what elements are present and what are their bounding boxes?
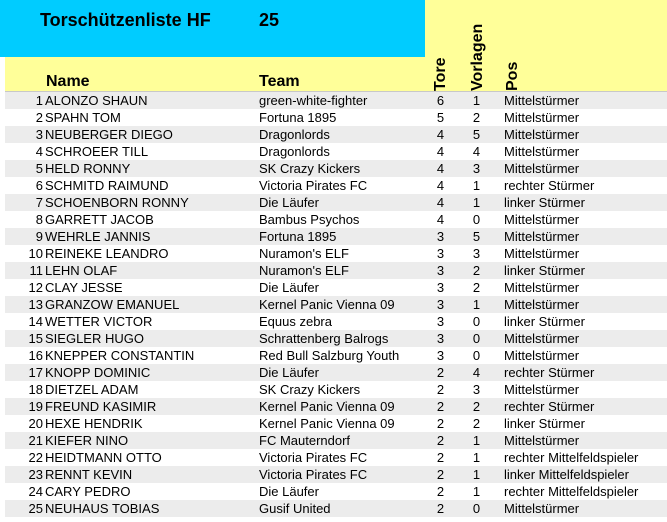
row-pos: linker Stürmer [504,314,585,329]
row-tore: 2 [436,365,445,380]
page-title: Torschützenliste HF [40,10,211,30]
row-pos: linker Stürmer [504,416,585,431]
row-name: REINEKE LEANDRO [45,246,169,261]
row-pos: Mittelstürmer [504,348,580,363]
row-tore: 3 [436,331,445,346]
scorer-table [5,92,667,517]
column-header-team: Team [259,73,300,90]
row-team: green-white-fighter [259,93,368,108]
row-tore: 4 [436,212,445,227]
table-row [5,211,667,228]
table-row [5,92,667,109]
row-name: NEUBERGER DIEGO [45,127,173,142]
row-team: Gusif United [259,501,331,516]
row-rank: 16 [28,348,43,363]
row-name: LEHN OLAF [45,263,118,278]
row-team: Victoria Pirates FC [259,450,368,465]
row-rank: 7 [35,195,43,210]
row-rank: 18 [28,382,43,397]
row-name: GARRETT JACOB [45,212,154,227]
row-pos: rechter Mittelfeldspieler [504,484,639,499]
row-pos: Mittelstürmer [504,110,580,125]
row-tore: 3 [436,348,445,363]
row-rank: 8 [35,212,43,227]
row-vorlagen: 1 [472,467,481,482]
row-tore: 4 [436,195,445,210]
table-row [5,109,667,126]
table-row [5,143,667,160]
row-vorlagen: 2 [472,110,481,125]
row-vorlagen: 1 [472,450,481,465]
row-pos: Mittelstürmer [504,246,580,261]
row-team: Dragonlords [259,144,330,159]
row-team: Kernel Panic Vienna 09 [259,416,395,431]
row-rank: 12 [28,280,43,295]
row-rank: 2 [35,110,43,125]
row-team: Die Läufer [259,280,319,295]
table-row [5,330,667,347]
row-rank: 11 [29,263,43,278]
column-header-bar [5,57,667,92]
row-name: SCHMITD RAIMUND [45,178,169,193]
row-vorlagen: 3 [472,382,481,397]
row-tore: 2 [436,382,445,397]
row-name: KIEFER NINO [45,433,129,448]
row-pos: Mittelstürmer [504,212,580,227]
row-tore: 4 [436,161,445,176]
row-pos: Mittelstürmer [504,229,580,244]
row-pos: linker Mittelfeldspieler [504,467,629,482]
row-team: Victoria Pirates FC [259,178,368,193]
row-rank: 15 [28,331,43,346]
row-name: DIETZEL ADAM [45,382,139,397]
row-vorlagen: 1 [472,297,481,312]
row-pos: rechter Stürmer [504,178,595,193]
table-row [5,160,667,177]
header-yellow-block [425,0,667,57]
row-vorlagen: 0 [472,212,481,227]
row-vorlagen: 0 [472,331,481,346]
row-vorlagen: 4 [472,144,481,159]
row-team: Die Läufer [259,365,319,380]
row-tore: 2 [436,484,445,499]
row-name: SPAHN TOM [45,110,121,125]
table-row [5,364,667,381]
row-tore: 3 [436,314,445,329]
row-rank: 10 [28,246,43,261]
row-tore: 4 [436,144,445,159]
row-pos: linker Stürmer [504,195,585,210]
row-pos: rechter Stürmer [504,399,595,414]
row-tore: 3 [436,246,445,261]
row-team: Fortuna 1895 [259,229,337,244]
table-row [5,483,667,500]
row-name: FREUND KASIMIR [45,399,157,414]
table-row [5,347,667,364]
row-vorlagen: 3 [472,161,481,176]
row-vorlagen: 1 [472,433,481,448]
table-row [5,177,667,194]
row-tore: 2 [436,450,445,465]
row-team: Bambus Psychos [259,212,360,227]
row-rank: 25 [28,501,43,516]
row-vorlagen: 0 [472,348,481,363]
table-row [5,500,667,517]
table-row [5,398,667,415]
table-row [5,296,667,313]
row-team: Schrattenberg Balrogs [259,331,389,346]
row-vorlagen: 5 [472,229,481,244]
table-row [5,415,667,432]
row-rank: 24 [28,484,43,499]
row-name: CARY PEDRO [45,484,131,499]
row-tore: 4 [436,127,445,142]
row-team: Victoria Pirates FC [259,467,368,482]
row-vorlagen: 5 [472,127,481,142]
row-name: KNEPPER CONSTANTIN [45,348,195,363]
row-tore: 2 [436,399,445,414]
row-name: WETTER VICTOR [45,314,153,329]
row-team: Fortuna 1895 [259,110,337,125]
row-vorlagen: 1 [472,195,481,210]
row-pos: Mittelstürmer [504,93,580,108]
row-rank: 23 [28,467,43,482]
row-name: HEXE HENDRIK [45,416,143,431]
row-tore: 3 [436,229,445,244]
row-tore: 6 [436,93,445,108]
row-name: ALONZO SHAUN [45,93,148,108]
row-team: Red Bull Salzburg Youth [259,348,400,363]
row-tore: 4 [436,178,445,193]
row-name: GRANZOW EMANUEL [45,297,180,312]
row-name: HEIDTMANN OTTO [45,450,162,465]
row-rank: 14 [28,314,43,329]
row-team: Nuramon's ELF [259,263,349,278]
row-pos: linker Stürmer [504,263,585,278]
row-rank: 6 [35,178,43,193]
row-vorlagen: 2 [472,263,481,278]
row-pos: Mittelstürmer [504,144,580,159]
row-pos: Mittelstürmer [504,161,580,176]
row-name: HELD RONNY [45,161,131,176]
row-vorlagen: 1 [472,93,481,108]
table-row [5,313,667,330]
row-vorlagen: 1 [472,178,481,193]
row-tore: 2 [436,501,445,516]
row-pos: Mittelstürmer [504,433,580,448]
row-tore: 2 [436,467,445,482]
row-pos: Mittelstürmer [504,382,580,397]
row-pos: Mittelstürmer [504,501,580,516]
table-row [5,279,667,296]
row-rank: 19 [28,399,43,414]
title-count: 25 [259,10,280,30]
row-rank: 9 [35,229,43,244]
row-rank: 4 [35,144,43,159]
table-row [5,449,667,466]
row-name: NEUHAUS TOBIAS [45,501,160,516]
row-tore: 3 [436,280,445,295]
table-row [5,245,667,262]
row-pos: Mittelstürmer [504,127,580,142]
row-vorlagen: 0 [472,314,481,329]
row-team: Die Läufer [259,484,319,499]
row-rank: 1 [35,93,43,108]
row-vorlagen: 3 [472,246,481,261]
column-header-name: Name [46,73,90,90]
row-pos: Mittelstürmer [504,331,580,346]
row-rank: 20 [28,416,43,431]
row-vorlagen: 4 [472,365,481,380]
row-name: WEHRLE JANNIS [45,229,151,244]
row-rank: 17 [28,365,43,380]
row-team: Kernel Panic Vienna 09 [259,297,395,312]
table-row [5,194,667,211]
row-vorlagen: 2 [472,416,481,431]
row-team: Nuramon's ELF [259,246,349,261]
row-pos: rechter Stürmer [504,365,595,380]
row-rank: 5 [35,161,43,176]
row-team: Kernel Panic Vienna 09 [259,399,395,414]
column-header-tore: Tore [432,57,449,91]
row-name: RENNT KEVIN [45,467,133,482]
row-vorlagen: 2 [472,280,481,295]
row-tore: 3 [436,297,445,312]
row-team: SK Crazy Kickers [259,382,361,397]
table-row [5,466,667,483]
row-name: CLAY JESSE [45,280,123,295]
row-rank: 13 [28,297,43,312]
row-vorlagen: 1 [472,484,481,499]
row-tore: 2 [436,416,445,431]
column-header-vorlagen: Vorlagen [469,23,486,91]
row-tore: 3 [436,263,445,278]
row-team: SK Crazy Kickers [259,161,361,176]
row-pos: Mittelstürmer [504,280,580,295]
row-pos: rechter Mittelfeldspieler [504,450,639,465]
row-team: Die Läufer [259,195,319,210]
column-header-pos: Pos [504,61,521,91]
row-vorlagen: 2 [472,399,481,414]
row-team: Equus zebra [259,314,332,329]
row-team: Dragonlords [259,127,330,142]
row-name: SCHROEER TILL [45,144,149,159]
row-name: SCHOENBORN RONNY [45,195,189,210]
row-pos: Mittelstürmer [504,297,580,312]
table-row [5,228,667,245]
table-row [5,432,667,449]
row-rank: 21 [28,433,43,448]
row-rank: 22 [28,450,43,465]
row-rank: 3 [35,127,43,142]
table-row [5,262,667,279]
table-row [5,126,667,143]
row-team: FC Mauterndorf [259,433,351,448]
row-tore: 5 [436,110,445,125]
table-row [5,381,667,398]
row-name: KNOPP DOMINIC [45,365,151,380]
row-vorlagen: 0 [472,501,481,516]
row-tore: 2 [436,433,445,448]
row-name: SIEGLER HUGO [45,331,144,346]
